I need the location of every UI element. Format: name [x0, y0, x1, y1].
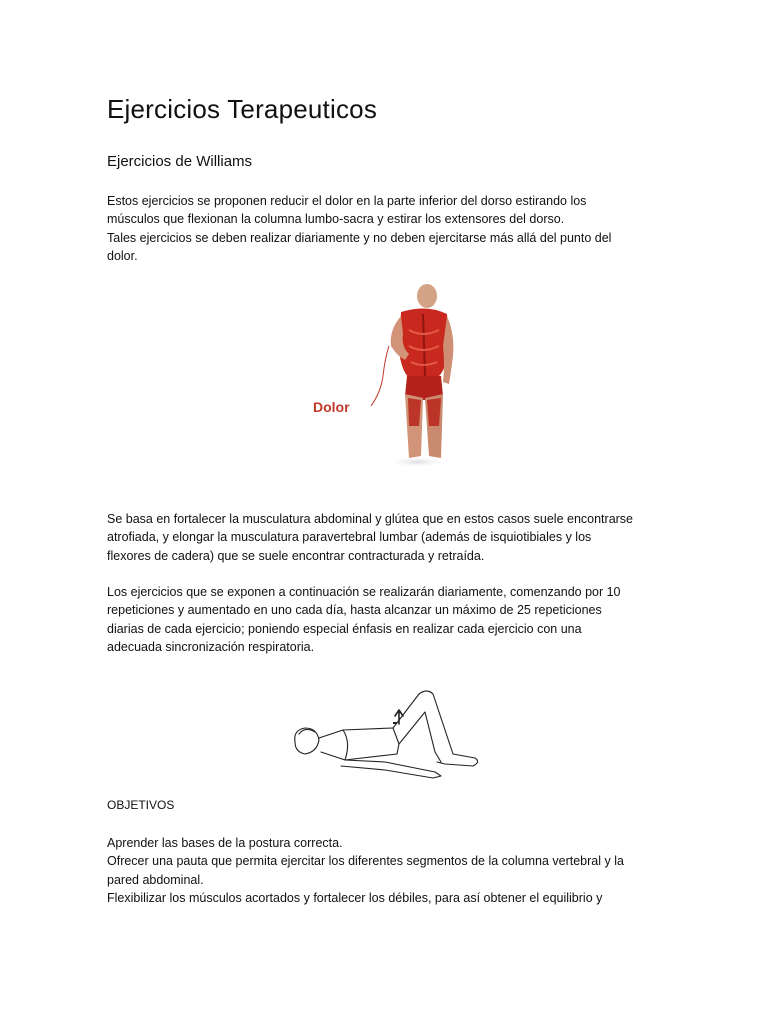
floor-shadow	[385, 456, 449, 468]
paragraph-intro	[107, 192, 667, 266]
text-line: Estos ejercicios se proponen reducir el dolor en la parte inferior del dorso estirando los	[107, 194, 587, 208]
paragraph-basis	[107, 510, 667, 565]
pointer-line	[371, 346, 389, 406]
text-line: atrofiada, y elongar la musculatura paravertebral lumbar (además de isquiotibiales y los	[107, 530, 592, 545]
dolor-label: Dolor	[313, 399, 350, 415]
arm-outline	[341, 760, 441, 778]
text-line: pared abdominal.	[107, 872, 204, 887]
text-line: Los ejercicios que se exponen a continuación se realizarán diariamente, comenzando por 10	[107, 585, 621, 599]
back-pain-illustration	[305, 280, 470, 470]
paragraph-objectives	[107, 834, 667, 908]
text-line: flexores de cadera) que se suele encontrar contracturada y retraída.	[107, 548, 485, 563]
text-line: Tales ejercicios se deben realizar diariamente y no deben ejercitarse más allá del punto del	[107, 230, 612, 245]
paragraph-instructions	[107, 583, 667, 657]
bent-legs-outline	[393, 691, 478, 766]
exercise-line-drawing	[285, 682, 485, 782]
text-line: Flexibilizar los músculos acortados y fortalecer los débiles, para así obtener el equilibrio y	[107, 891, 603, 906]
page-title: Ejercicios Terapeuticos	[107, 94, 378, 124]
torso-outline	[319, 728, 399, 760]
objetivos-heading: OBJETIVOS	[107, 798, 175, 812]
text-line: músculos que flexionan la columna lumbo-sacra y estirar los extensores del dorso.	[107, 212, 565, 227]
text-line: Aprender las bases de la postura correcta.	[107, 836, 343, 850]
text-line: diarias de cada ejercicio; poniendo especial énfasis en realizar cada ejercicio con una	[107, 621, 582, 636]
section-subtitle: Ejercicios de Williams	[107, 153, 253, 170]
text-line: Se basa en fortalecer la musculatura abdominal y glútea que en estos casos suele encontrarse	[107, 512, 634, 526]
head	[417, 284, 437, 308]
text-line: dolor.	[107, 249, 138, 264]
text-line: Ofrecer una pauta que permita ejercitar los diferentes segmentos de la columna vertebral y la	[107, 854, 624, 869]
text-line: repeticiones y aumentado en uno cada día, hasta alcanzar un máximo de 25 repeticiones	[107, 603, 602, 618]
text-line: adecuada sincronización respiratoria.	[107, 640, 315, 655]
